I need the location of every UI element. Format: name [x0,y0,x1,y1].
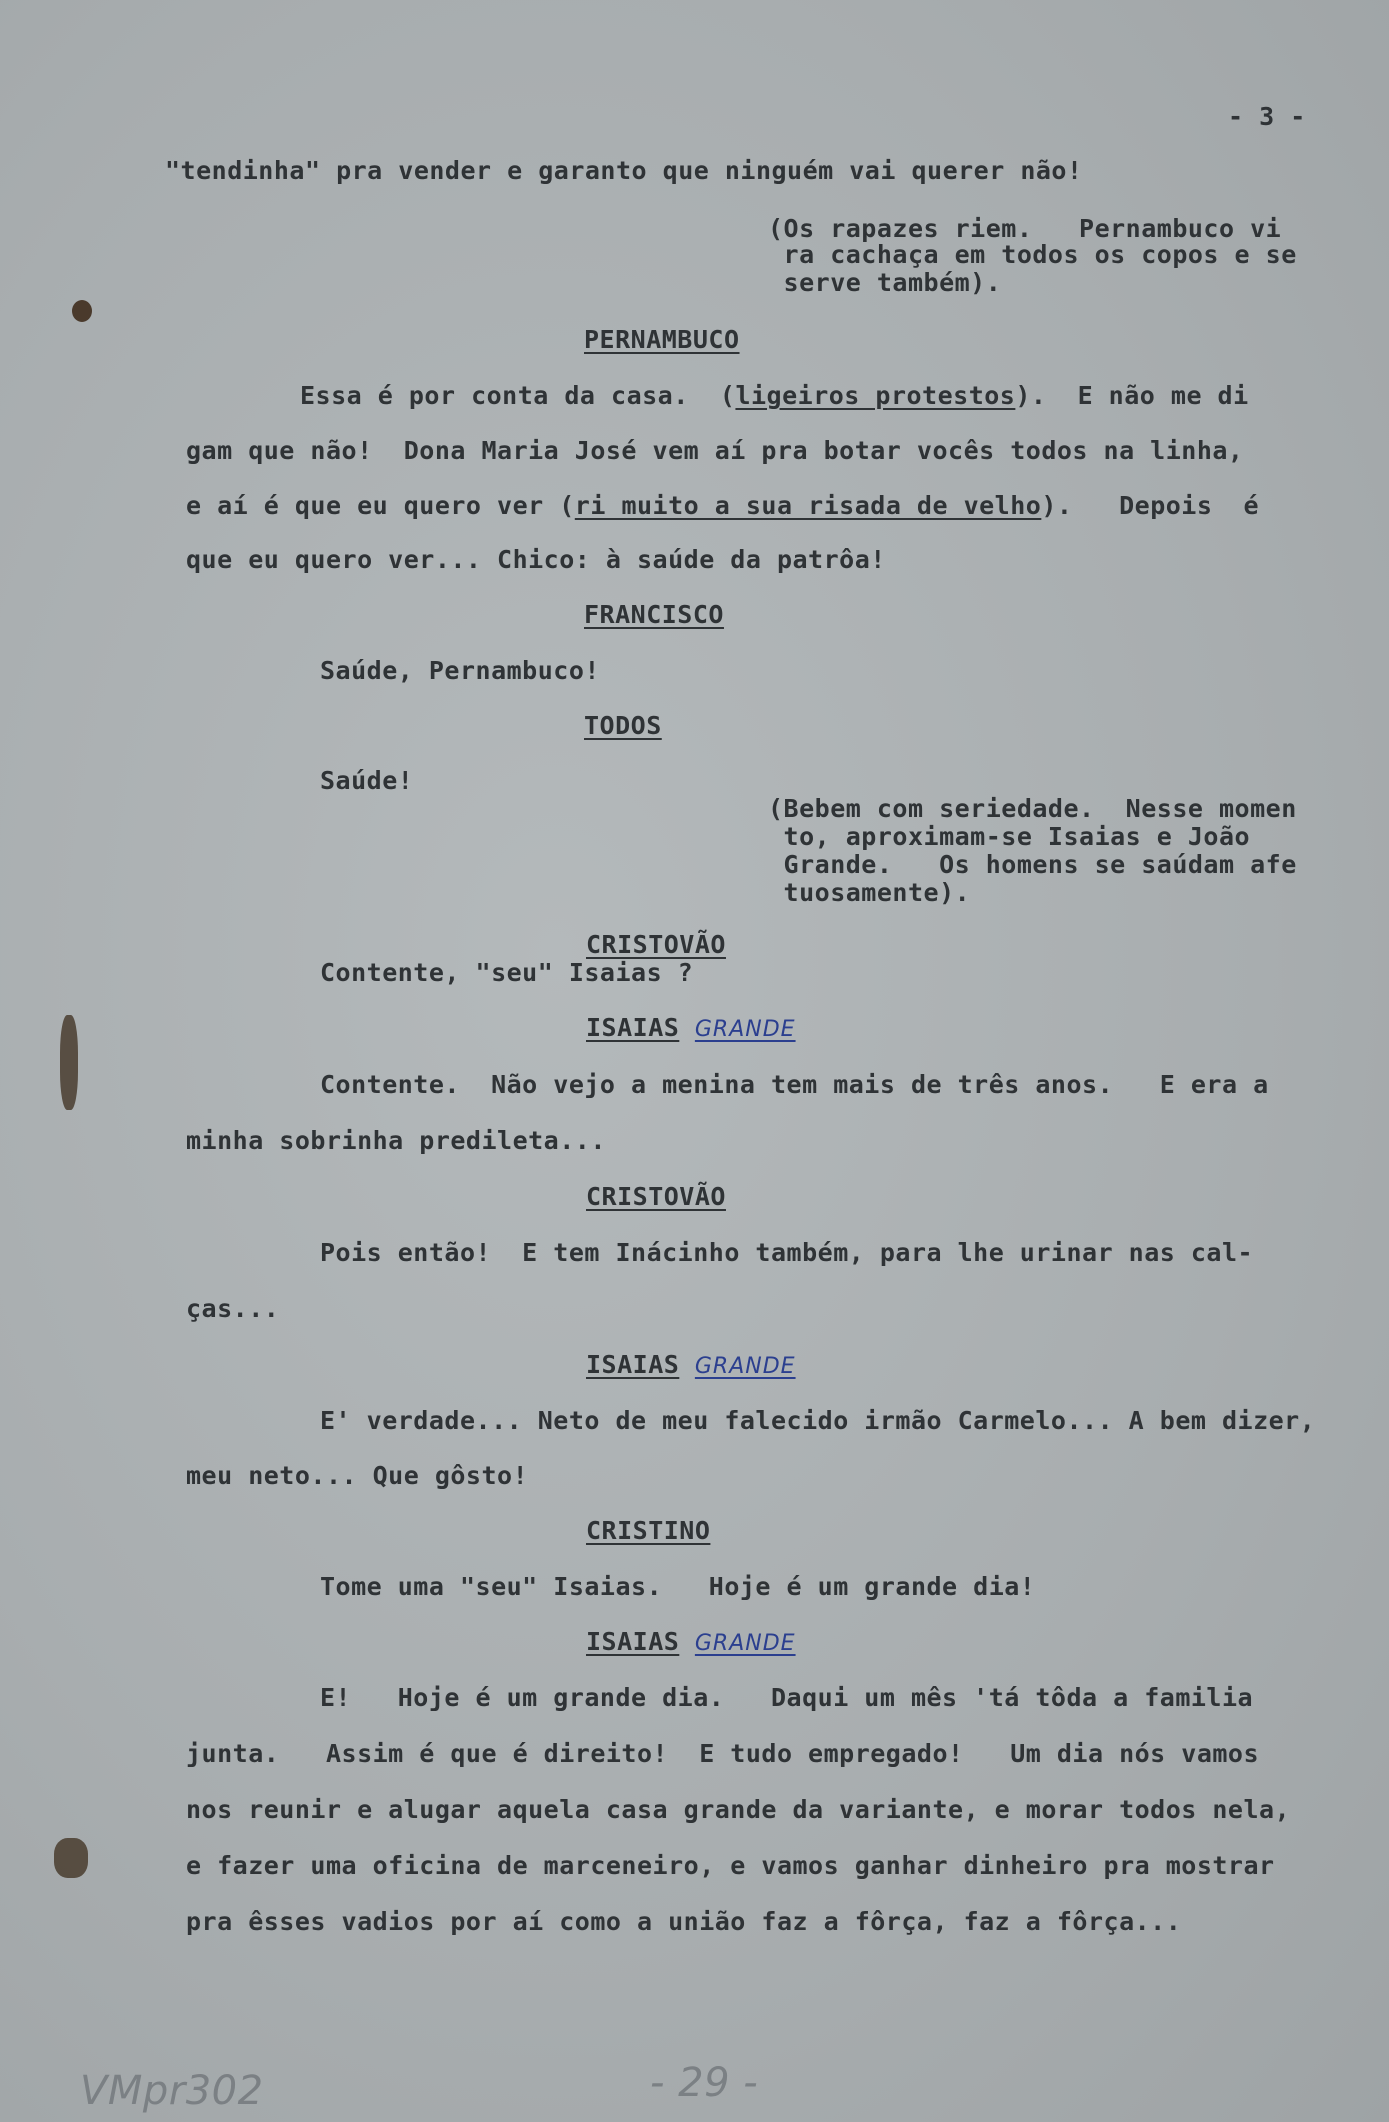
speaker-heading [586,1627,796,1656]
pencil-archive-mark: VMpr302 [80,2068,264,2114]
stage-direction: to, aproximam-se Isaias e João [768,822,1251,851]
speaker-heading [586,1013,796,1042]
dialogue-line [300,381,1249,410]
dialogue-line: junta. Assim é que é direito! E tudo empregado! Um dia nós vamos [186,1739,1260,1768]
speaker-heading: CRISTOVÃO [586,930,726,959]
stage-direction: serve também). [768,268,1002,297]
dialogue-line: meu neto... Que gôsto! [186,1461,529,1490]
stage-direction: tuosamente). [768,878,971,907]
dialogue-line: ças... [186,1294,280,1323]
stage-direction: Grande. Os homens se saúdam afe [768,850,1297,879]
dialogue-line: Saúde! [320,766,414,795]
handwritten-addition: GRANDE [694,1017,796,1042]
dialogue-line: Contente, "seu" Isaias ? [320,958,694,987]
speaker-heading: FRANCISCO [584,600,724,629]
dialogue-line: Pois então! E tem Inácinho também, para lhe urinar nas cal- [320,1238,1254,1267]
dialogue-line: que eu quero ver... Chico: à saúde da patrôa! [186,545,886,574]
dialogue-text: ). Depois é [1041,491,1260,520]
speaker-heading: PERNAMBUCO [584,325,740,354]
dialogue-line: "tendinha" pra vender e garanto que ninguém vai querer não! [165,156,1083,185]
dialogue-text: ). E não me di [1015,381,1249,410]
speaker-heading [586,1350,796,1379]
handwritten-addition: GRANDE [694,1354,796,1379]
stage-direction-inline: ligeiros protestos [735,381,1016,410]
dialogue-text: Essa é por conta da casa. ( [300,381,736,410]
dialogue-line: Saúde, Pernambuco! [320,656,600,685]
dialogue-line: E' verdade... Neto de meu falecido irmão Carmelo... A bem dizer, [320,1406,1316,1435]
speaker-name: ISAIAS [586,1013,680,1042]
dialogue-line: Tome uma "seu" Isaias. Hoje é um grande dia! [320,1572,1036,1601]
page-number: - 3 - [1228,102,1306,131]
dialogue-line: e fazer uma oficina de marceneiro, e vamos ganhar dinheiro pra mostrar [186,1851,1275,1880]
dialogue-line [186,491,1259,520]
speaker-heading: CRISTINO [586,1516,711,1545]
speaker-name: ISAIAS [586,1627,680,1656]
dialogue-line: minha sobrinha predileta... [186,1126,606,1155]
speaker-heading: TODOS [584,711,662,740]
handwritten-addition: GRANDE [694,1631,796,1656]
rust-stain [54,1838,88,1878]
speaker-name: ISAIAS [586,1350,680,1379]
rust-stain [60,1015,78,1110]
dialogue-line: Contente. Não vejo a menina tem mais de três anos. E era a [320,1070,1269,1099]
dialogue-line: nos reunir e alugar aquela casa grande da variante, e morar todos nela, [186,1795,1291,1824]
dialogue-line: pra êsses vadios por aí como a união faz a fôrça, faz a fôrça... [186,1907,1182,1936]
binding-hole [72,300,92,322]
stage-direction: (Os rapazes riem. Pernambuco vi [768,214,1282,243]
pencil-folio-number: - 29 - [650,2060,759,2106]
dialogue-line: gam que não! Dona Maria José vem aí pra botar vocês todos na linha, [186,436,1244,465]
dialogue-line: E! Hoje é um grande dia. Daqui um mês 'tá tôda a familia [320,1683,1254,1712]
speaker-heading: CRISTOVÃO [586,1182,726,1211]
stage-direction-inline: ri muito a sua risada de velho [574,491,1042,520]
dialogue-text: e aí é que eu quero ver ( [186,491,575,520]
stage-direction: ra cachaça em todos os copos e se [768,240,1297,269]
stage-direction: (Bebem com seriedade. Nesse momen [768,794,1297,823]
